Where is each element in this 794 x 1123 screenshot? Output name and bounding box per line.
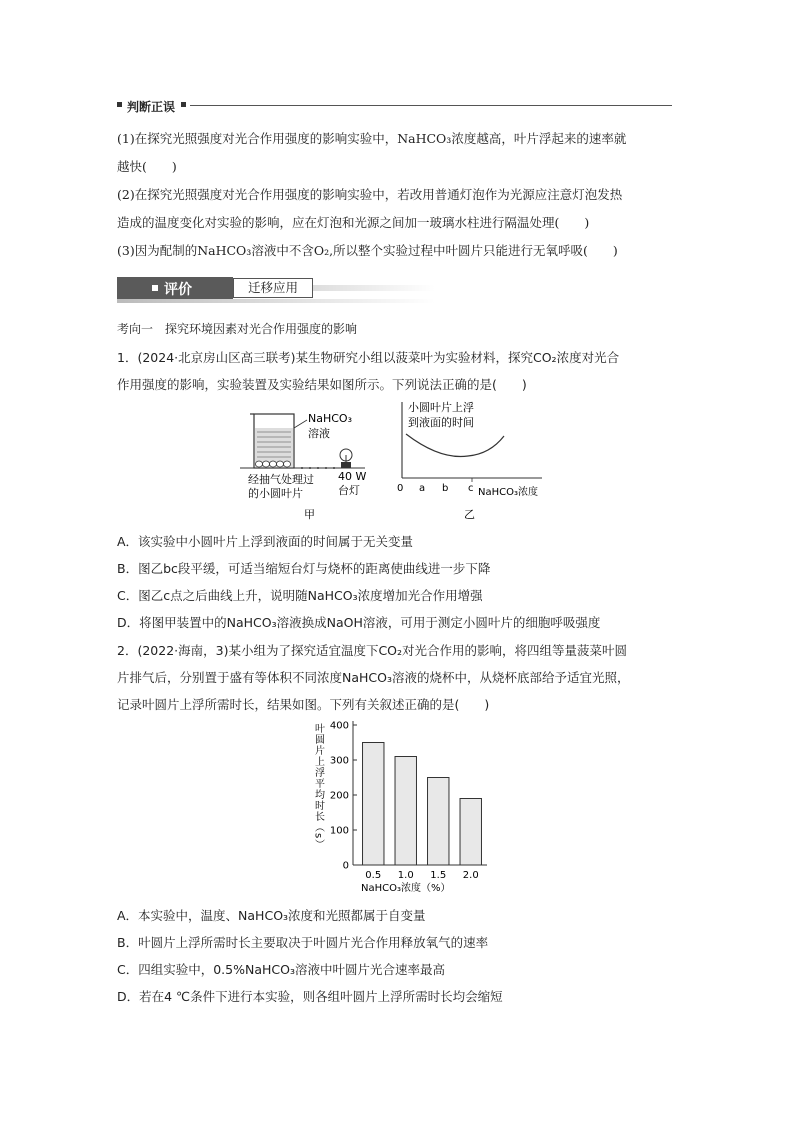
q1-stem-line1: 1．(2024·北京房山区高三联考)某生物研究小组以菠菜叶为实验材料，探究CO₂浓度对光合 — [117, 350, 620, 365]
evaluation-label: 迁移应用 — [233, 278, 313, 298]
bullet-square-icon — [117, 102, 122, 107]
q1-stem-line2: 作用强度的影响，实验装置及实验结果如图所示。下列说法正确的是( ) — [117, 377, 527, 392]
evaluation-underline — [117, 299, 435, 303]
judge-item-1-line1: (1)在探究光照强度对光合作用强度的影响实验中，NaHCO₃浓度越高，叶片浮起来的速率就 — [117, 131, 627, 146]
label-lamp-1: 40 W — [338, 470, 367, 483]
curve-line — [406, 434, 504, 457]
label-nahco3: NaHCO₃ — [308, 412, 352, 425]
bar-1.5 — [428, 778, 449, 866]
evaluation-fade — [313, 285, 435, 291]
q2-option-c: C．四组实验中，0.5%NaHCO₃溶液中叶圆片光合速率最高 — [117, 962, 445, 977]
q1-option-b: B．图乙bc段平缓，可适当缩短台灯与烧杯的距离使曲线进一步下降 — [117, 561, 491, 576]
figure-jia — [240, 402, 370, 522]
q2-stem-line3: 记录叶圆片上浮所需时长，结果如图。下列有关叙述正确的是( ) — [117, 697, 490, 712]
y-tick-label: 100 — [329, 825, 349, 837]
q1-option-c: C．图乙c点之后曲线上升，说明随NaHCO₃浓度增加光合作用增强 — [117, 588, 483, 603]
figure-yi — [392, 398, 557, 523]
bar-chart — [305, 715, 505, 900]
x-tick-label: 2.0 — [462, 870, 479, 881]
q2-option-b: B．叶圆片上浮所需时长主要取决于叶圆片光合作用释放氧气的速率 — [117, 935, 489, 950]
y-tick-label: 0 — [342, 860, 349, 872]
caption-yi: 乙 — [464, 508, 475, 521]
chart-xlabel: NaHCO₃浓度（%） — [361, 883, 451, 894]
direction-heading: 考向一 探究环境因素对光合作用强度的影响 — [117, 322, 358, 336]
q1-option-a: A．该实验中小圆叶片上浮到液面的时间属于无关变量 — [117, 534, 414, 549]
x-tick-label: 1.0 — [397, 870, 414, 881]
judge-item-2-line2: 造成的温度变化对实验的影响，应在灯泡和光源之间加一玻璃水柱进行隔温处理( ) — [117, 215, 590, 230]
tick-b: b — [442, 483, 449, 494]
section-header — [117, 98, 672, 114]
y-tick-label: 300 — [329, 755, 349, 767]
label-lamp-2: 台灯 — [338, 484, 360, 497]
y-tick-label: 400 — [329, 720, 349, 732]
label-leaf-2: 的小圆叶片 — [248, 487, 303, 500]
q1-option-d: D．将图甲装置中的NaHCO₃溶液换成NaOH溶液，可用于测定小圆叶片的细胞呼吸强度 — [117, 615, 601, 630]
q2-stem-line2: 片排气后，分别置于盛有等体积不同浓度NaHCO₃溶液的烧杯中，从烧杯底部给予适宜光照， — [117, 670, 630, 685]
judge-item-1-line2: 越快( ) — [117, 159, 177, 174]
label-solution: 溶液 — [308, 427, 330, 440]
q2-stem-line1: 2．(2022·海南，3)某小组为了探究适宜温度下CO₂对光合作用的影响，将四组等量菠菜叶圆 — [117, 643, 628, 658]
evaluation-bar — [117, 277, 435, 299]
leaf-discs — [256, 461, 291, 467]
x-tick-label: 0.5 — [365, 870, 382, 881]
evaluation-tag — [117, 277, 233, 299]
header-rule — [190, 105, 672, 106]
y-tick-label: 200 — [329, 790, 349, 802]
xlabel-nahco3: NaHCO₃浓度 — [478, 487, 538, 498]
bullet-square-icon — [152, 285, 158, 291]
chart-ylabel: 叶圆片上浮平均时长（s） — [312, 723, 324, 851]
bar-1.0 — [395, 757, 416, 866]
bullet-square-icon — [181, 102, 186, 107]
judge-item-3-line1: (3)因为配制的NaHCO₃溶液中不含O₂,所以整个实验过程中叶圆片只能进行无氧呼吸( ) — [117, 243, 618, 258]
q2-option-a: A．本实验中，温度、NaHCO₃浓度和光照都属于自变量 — [117, 908, 426, 923]
bar-2.0 — [460, 799, 481, 866]
evaluation-tag-label: 评价 — [164, 282, 192, 298]
section-header-label: 判断正误 — [127, 100, 176, 114]
ylabel-2: 到液面的时间 — [408, 416, 474, 429]
tick-a: a — [419, 483, 426, 494]
label-leaf-1: 经抽气处理过 — [248, 473, 314, 486]
lamp-icon — [340, 449, 352, 468]
judge-item-2-line1: (2)在探究光照强度对光合作用强度的影响实验中，若改用普通灯泡作为光源应注意灯泡发热 — [117, 187, 623, 202]
tick-c: c — [468, 483, 474, 494]
x-tick-label: 1.5 — [430, 870, 447, 881]
q2-option-d: D．若在4 ℃条件下进行本实验，则各组叶圆片上浮所需时长均会缩短 — [117, 989, 503, 1004]
bar-0.5 — [363, 743, 384, 866]
caption-jia: 甲 — [304, 508, 315, 521]
origin-label: 0 — [397, 483, 404, 494]
ylabel-1: 小圆叶片上浮 — [408, 401, 474, 414]
